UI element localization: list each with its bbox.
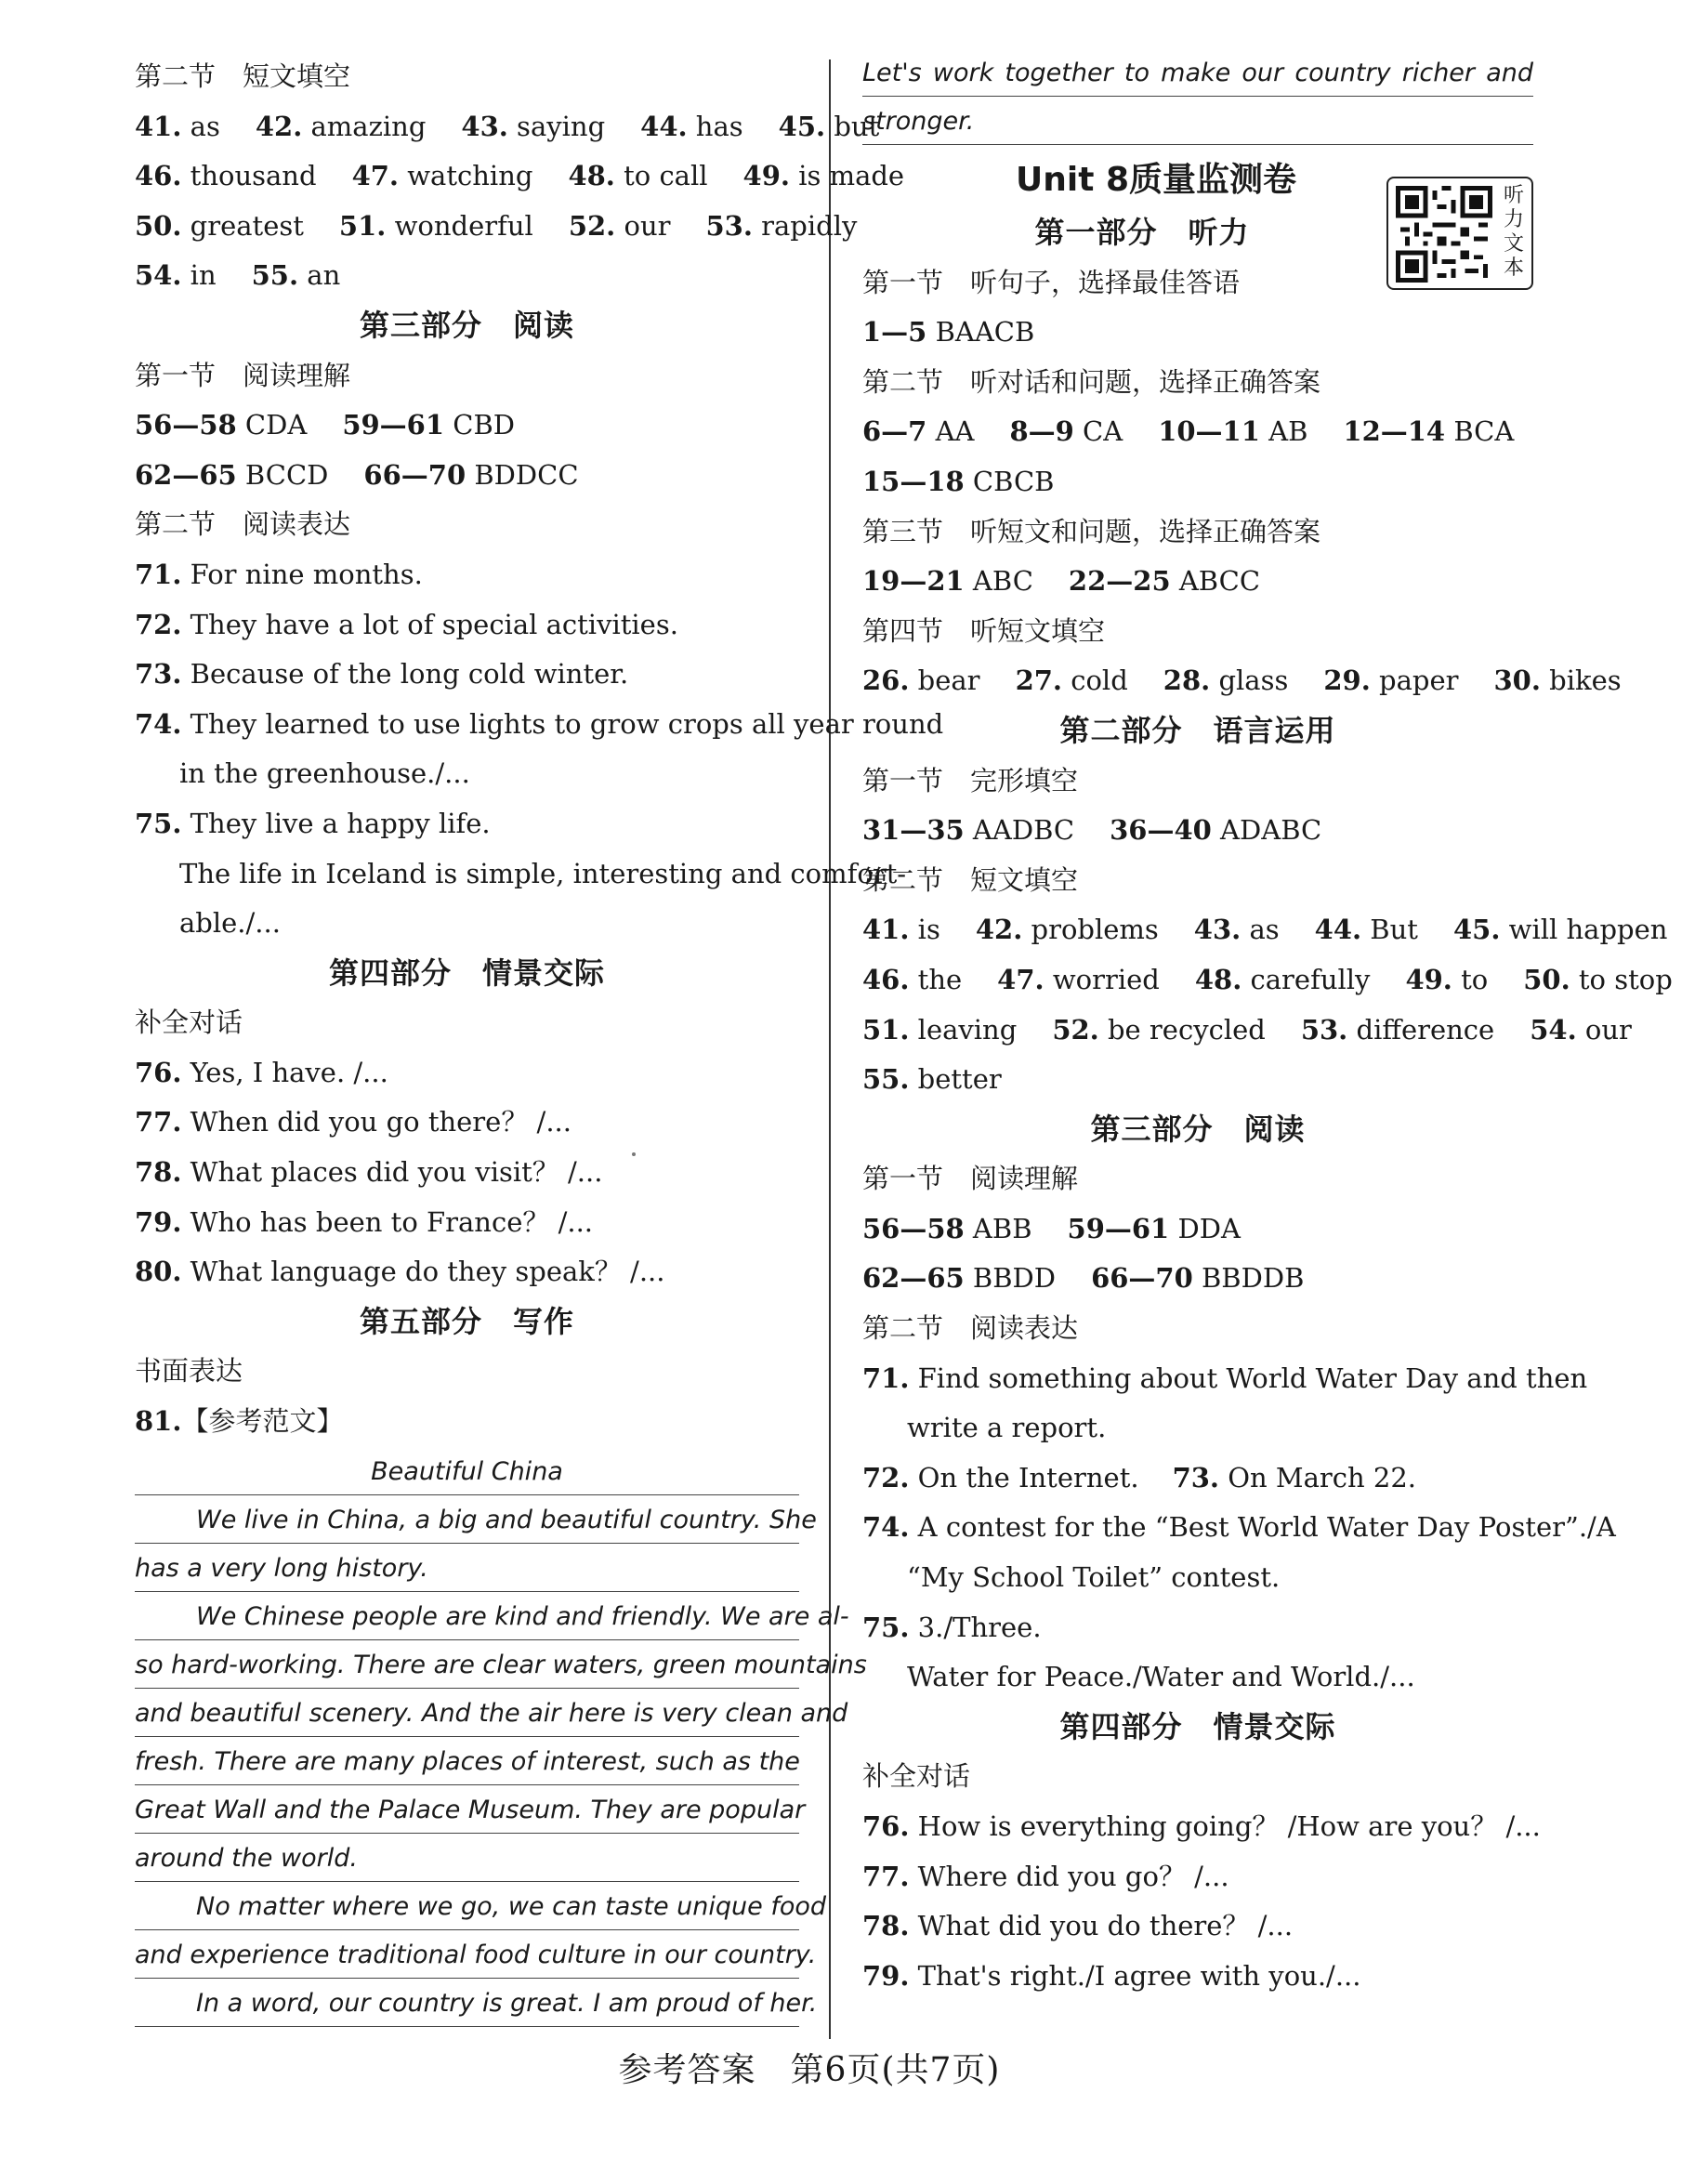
question-number: 42. <box>255 110 303 142</box>
answer-72: 72. They have a lot of special activities. <box>135 608 678 640</box>
essay-line: In a word, our country is great. I am proud of her. <box>135 1979 799 2027</box>
question-number: 46. <box>135 160 182 192</box>
answer-75: 75. They live a happy life. <box>135 807 491 839</box>
answer-71: 71. For nine months. <box>135 558 423 590</box>
question-number: 47. <box>997 963 1045 995</box>
question-number: 41. <box>135 110 182 142</box>
question-number: 51. <box>338 209 387 242</box>
answer-pair <box>1493 664 1621 696</box>
answer-text: rapidly <box>752 209 858 242</box>
answer-text: AB <box>1259 415 1308 448</box>
answer-row <box>862 407 1533 457</box>
unit-title: Unit 8质量监测卷 <box>1016 161 1296 199</box>
answer-row <box>862 1006 1632 1056</box>
answer-pair <box>363 459 578 491</box>
dialog-answer <box>135 1048 799 1099</box>
question-number: 48. <box>1194 963 1242 995</box>
question-number: 53. <box>1300 1013 1348 1046</box>
essay-line: stronger. <box>862 97 1533 145</box>
answer-pair <box>1068 1213 1241 1244</box>
section-heading: 第一节 完形填空 <box>862 764 1079 796</box>
answer-74: 74. They learned to use lights to grow crops all year round <box>135 707 944 740</box>
answer-text: CA <box>1073 415 1123 448</box>
question-number: 44. <box>1314 914 1362 946</box>
part-heading: 第三部分 阅读 <box>359 307 574 343</box>
answer-text: Who has been to France？ /... <box>181 1205 594 1238</box>
question-number: 50. <box>1523 963 1570 995</box>
answer-text: to stop <box>1570 963 1673 995</box>
answer-pair <box>1110 814 1321 846</box>
question-number: 77. <box>135 1106 182 1138</box>
question-number: 8—9 <box>1009 415 1074 448</box>
answer-row <box>135 202 858 252</box>
dialog-answers <box>135 1048 799 1297</box>
question-number: 54. <box>135 259 182 292</box>
answer-pair <box>256 111 427 142</box>
answer-row <box>862 806 1533 856</box>
answer-pair <box>135 111 220 142</box>
question-number: 80. <box>135 1256 182 1288</box>
answer-row <box>862 557 1533 607</box>
question-number: 59—61 <box>1067 1212 1170 1244</box>
answer-pair <box>1523 964 1673 995</box>
question-number: 76. <box>862 1810 910 1842</box>
answer-text: CBCB <box>964 465 1055 497</box>
answer-74: 74. A contest for the “Best World Water Day Poster”./A <box>862 1511 1616 1544</box>
answer-pair <box>976 914 1159 945</box>
answer-row <box>135 251 799 301</box>
answer-text: BBDD <box>964 1262 1057 1295</box>
essay-line: No matter where we go, we can taste unique food <box>135 1882 799 1930</box>
answer-row <box>862 1254 1533 1304</box>
qr-panel[interactable] <box>1386 177 1533 290</box>
answer-75: 75. 3./Three. <box>862 1611 1042 1643</box>
answer-text: our <box>1576 1013 1632 1046</box>
answer-text: has <box>687 110 743 142</box>
question-number: 55. <box>251 259 299 292</box>
answer-text: worried <box>1044 963 1160 995</box>
answer-pair <box>135 160 317 191</box>
essay-line: has a very long history. <box>135 1544 799 1592</box>
answer-pair <box>461 111 605 142</box>
essay-body <box>135 1495 867 2027</box>
answer-pair <box>1195 964 1371 995</box>
essay-line: so hard-working. There are clear waters, green mountains <box>135 1640 799 1689</box>
question-number: 47. <box>351 160 400 192</box>
answer-text: problems <box>1022 914 1159 946</box>
answer-pair <box>862 1014 1017 1046</box>
section-heading: 第二节 阅读表达 <box>135 508 351 541</box>
part-heading: 第四部分 情景交际 <box>328 954 605 991</box>
answer-81-label: 81.【参考范文】 <box>135 1405 344 1438</box>
answer-74-cont: in the greenhouse./... <box>179 757 470 790</box>
question-number: 19—21 <box>862 565 965 598</box>
question-number: 15—18 <box>862 465 965 497</box>
answer-row <box>862 656 1622 706</box>
answer-text: ABC <box>964 565 1033 598</box>
answer-pair <box>342 409 515 441</box>
answer-row <box>862 1055 1533 1105</box>
answer-pair <box>862 565 1033 597</box>
answer-pair <box>862 415 974 447</box>
dialog-answer <box>135 1247 799 1297</box>
part-heading: 第一部分 听力 <box>1034 215 1250 250</box>
section-heading: 第一节 听句子，选择最佳答语 <box>862 266 1241 298</box>
answer-text: thousand <box>181 160 317 192</box>
section-heading: 第二节 听对话和问题，选择正确答案 <box>862 365 1321 398</box>
question-number: 41. <box>862 914 910 946</box>
question-number: 45. <box>778 110 826 142</box>
answer-text: Yes, I have. /... <box>181 1056 388 1088</box>
answer-pair <box>862 1063 1002 1095</box>
answer-pair <box>1091 1262 1304 1294</box>
answer-text: is <box>909 914 940 946</box>
question-number: 49. <box>742 160 790 192</box>
answer-pair <box>1069 565 1260 597</box>
answer-pair <box>1163 664 1289 696</box>
question-number: 79. <box>135 1205 182 1238</box>
section-heading: 第一节 阅读理解 <box>862 1163 1079 1195</box>
answer-pair <box>705 210 857 242</box>
part-heading: 第三部分 阅读 <box>1090 1111 1306 1147</box>
question-number: 26. <box>862 664 910 697</box>
section-heading: 书面表达 <box>135 1355 243 1388</box>
answer-pair <box>135 409 307 441</box>
essay-line: around the world. <box>135 1834 799 1882</box>
answer-text: is made <box>789 160 905 192</box>
essay-line: We Chinese people are kind and friendly. We are al- <box>135 1592 799 1640</box>
question-number: 22—25 <box>1068 565 1171 598</box>
answer-text: CDA <box>236 409 308 441</box>
section-heading: 第二节 阅读表达 <box>862 1312 1079 1345</box>
answer-pair <box>135 210 304 242</box>
answer-75-alt-cont: able./... <box>179 907 281 940</box>
essay-line: Let's work together to make our country richer and <box>862 48 1533 97</box>
answer-pair <box>1052 1014 1266 1046</box>
answer-text: BAACB <box>926 316 1035 349</box>
question-number: 77. <box>862 1860 910 1892</box>
answer-text: What places did you visit？ /... <box>181 1156 603 1189</box>
essay-title: Beautiful China <box>135 1447 799 1495</box>
question-number: 36—40 <box>1110 814 1212 847</box>
essay-line: Great Wall and the Palace Museum. They are popular <box>135 1785 799 1834</box>
question-number: 78. <box>135 1156 182 1189</box>
answer-text: as <box>181 110 220 142</box>
answer-text: the <box>909 963 963 995</box>
answer-text: amazing <box>302 110 427 142</box>
answer-text: but <box>825 110 880 142</box>
answer-pair <box>1405 964 1488 995</box>
answer-text: That's right./I agree with you./... <box>909 1959 1361 1992</box>
dialog-answer <box>135 1098 799 1148</box>
answer-pair <box>135 459 328 491</box>
question-number: 66—70 <box>1091 1262 1193 1295</box>
answer-text: bear <box>909 664 980 697</box>
answer-row <box>135 451 799 501</box>
answer-pair <box>1194 914 1280 945</box>
answer-pair <box>1301 1014 1494 1046</box>
answer-text: DDA <box>1169 1212 1241 1244</box>
answer-pair <box>135 259 217 291</box>
answer-text: ABCC <box>1170 565 1261 598</box>
answer-pair <box>862 914 940 945</box>
answer-pair <box>640 111 743 142</box>
dialog-answer <box>862 1852 1533 1902</box>
answer-pair <box>862 664 980 696</box>
answer-73: 73. Because of the long cold winter. <box>135 658 629 691</box>
answer-text: our <box>615 209 671 242</box>
section-heading: 第一节 阅读理解 <box>135 359 351 391</box>
question-number: 56—58 <box>862 1212 965 1244</box>
reading-answers <box>135 401 799 500</box>
answer-pair <box>997 964 1160 995</box>
page-footer: 参考答案 第6页(共7页) <box>618 2051 1001 2089</box>
answer-text: saying <box>507 110 606 142</box>
question-number: 66—70 <box>363 458 466 491</box>
question-number: 43. <box>461 110 508 142</box>
answer-text: When did you go there？ /... <box>181 1106 572 1138</box>
question-number: 31—35 <box>862 814 965 847</box>
answer-text: to call <box>614 160 708 192</box>
answer-row <box>135 102 880 152</box>
answer-text: greatest <box>181 209 304 242</box>
essay-line: and experience traditional food culture in our country. <box>135 1930 799 1979</box>
answer-pair <box>1009 415 1123 447</box>
answer-pair <box>352 160 533 191</box>
answer-text: will happen <box>1500 914 1668 946</box>
answer-71-cont: write a report. <box>907 1412 1107 1444</box>
answer-text: leaving <box>909 1013 1018 1046</box>
answer-71: 71. Find something about World Water Day and then <box>862 1362 1588 1394</box>
section-heading: 补全对话 <box>135 1007 243 1039</box>
answer-text: as <box>1241 914 1280 946</box>
answer-text: How is everything going？ /How are you？ /... <box>909 1810 1541 1842</box>
question-number: 1—5 <box>862 316 927 349</box>
answer-text: watching <box>399 160 533 192</box>
answer-75-alt: The life in Iceland is simple, interesting and comfort- <box>179 857 907 889</box>
section-heading: 第三节 听短文和问题，选择正确答案 <box>862 515 1321 547</box>
question-number: 48. <box>568 160 615 192</box>
right-column <box>862 0 1673 2013</box>
dialog-answer <box>862 1952 1533 2002</box>
answer-text: bikes <box>1540 664 1622 697</box>
question-number: 44. <box>640 110 688 142</box>
answer-text: ADABC <box>1211 814 1322 847</box>
section-heading: 第二节 短文填空 <box>135 60 351 92</box>
answer-text: BCA <box>1445 415 1515 448</box>
question-number: 78. <box>862 1910 910 1942</box>
answer-text: But <box>1361 914 1418 946</box>
answer-text: BCCD <box>236 458 329 491</box>
question-number: 54. <box>1530 1013 1577 1046</box>
question-number: 27. <box>1015 664 1063 697</box>
answer-row <box>862 905 1668 955</box>
answer-text: AADBC <box>964 814 1075 847</box>
answer-text: CBD <box>444 409 516 441</box>
answer-row <box>862 457 1533 507</box>
cloze-answers <box>135 102 905 301</box>
question-number: 29. <box>1323 664 1371 697</box>
dialog-answer <box>862 1802 1541 1852</box>
answer-pair <box>1453 914 1667 945</box>
answer-pair <box>862 814 1074 846</box>
dialog-answers <box>862 1802 1541 2001</box>
question-number: 56—58 <box>135 409 237 441</box>
qr-code-icon <box>1396 186 1492 283</box>
question-number: 52. <box>568 209 616 242</box>
answer-text: What did you do there？ /... <box>909 1910 1294 1942</box>
dialog-answer <box>135 1148 799 1198</box>
question-number: 46. <box>862 963 910 995</box>
question-number: 12—14 <box>1343 415 1446 448</box>
question-number: 59—61 <box>342 409 445 441</box>
answer-pair <box>568 160 707 191</box>
answer-row <box>862 308 1533 358</box>
answer-pair <box>1530 1014 1632 1046</box>
essay-line: and beautiful scenery. And the air here is very clean and <box>135 1689 799 1737</box>
question-number: 62—65 <box>135 458 237 491</box>
answer-pair <box>1323 664 1458 696</box>
answer-text: difference <box>1347 1013 1495 1046</box>
part-heading: 第二部分 语言运用 <box>1059 712 1336 748</box>
section-heading: 第二节 短文填空 <box>862 863 1079 896</box>
question-number: 45. <box>1452 914 1501 946</box>
question-number: 42. <box>975 914 1023 946</box>
answer-pair <box>1343 415 1514 447</box>
dialog-answer <box>862 1901 1533 1952</box>
answer-pair <box>1315 914 1418 945</box>
answer-text: to <box>1452 963 1489 995</box>
question-number: 76. <box>135 1056 182 1088</box>
answer-text: glass <box>1210 664 1289 697</box>
answer-pair <box>1158 415 1307 447</box>
answer-pair <box>862 466 1054 497</box>
answer-text: BDDCC <box>466 458 579 491</box>
answer-74-cont: “My School Toilet” contest. <box>907 1561 1281 1594</box>
answer-pair <box>862 1262 1056 1294</box>
answer-text: wonderful <box>386 209 533 242</box>
question-number: 79. <box>862 1959 910 1992</box>
question-number: 10—11 <box>1158 415 1260 448</box>
question-number: 49. <box>1405 963 1452 995</box>
section-heading: 第四节 听短文填空 <box>862 614 1106 647</box>
answer-pair <box>339 210 533 242</box>
answer-row <box>862 1204 1533 1255</box>
part-heading: 第四部分 情景交际 <box>1059 1708 1336 1744</box>
answer-row <box>862 955 1673 1006</box>
answer-text: better <box>909 1063 1002 1096</box>
answer-row <box>135 401 799 451</box>
answer-text: paper <box>1370 664 1459 697</box>
answer-pair <box>862 316 1034 348</box>
answer-text: AA <box>926 415 975 448</box>
question-number: 43. <box>1193 914 1242 946</box>
column-divider <box>829 59 831 2039</box>
section-heading: 补全对话 <box>862 1760 971 1793</box>
question-number: 28. <box>1163 664 1211 697</box>
answer-72-73: 72. On the Internet. 73. On March 22. <box>862 1461 1417 1493</box>
answer-text: cold <box>1062 664 1128 697</box>
part-heading: 第五部分 写作 <box>359 1303 574 1339</box>
answer-text: Where did you go？ /... <box>909 1860 1229 1892</box>
essay-line: We live in China, a big and beautiful country. She <box>135 1495 799 1544</box>
answer-text: in <box>181 259 217 292</box>
answer-pair <box>1016 664 1128 696</box>
answer-pair <box>252 259 341 291</box>
dialog-answer <box>135 1198 799 1248</box>
answer-text: What language do they speak？ /... <box>181 1256 665 1288</box>
question-number: 51. <box>862 1013 910 1046</box>
answer-text: ABB <box>964 1212 1032 1244</box>
answer-text: carefully <box>1242 963 1371 995</box>
question-number: 30. <box>1493 664 1541 697</box>
answer-text: an <box>298 259 341 292</box>
essay-line: fresh. There are many places of interest, such as the <box>135 1737 799 1785</box>
question-number: 6—7 <box>862 415 927 448</box>
question-number: 62—65 <box>862 1262 965 1295</box>
answer-75-alt: Water for Peace./Water and World./... <box>907 1661 1415 1693</box>
answer-row <box>135 151 905 202</box>
answer-text: be recycled <box>1098 1013 1266 1046</box>
answer-text: BBDDB <box>1192 1262 1305 1295</box>
qr-label: 听力文本 <box>1503 184 1524 280</box>
question-number: 55. <box>862 1063 910 1096</box>
question-number: 53. <box>705 209 753 242</box>
answer-pair <box>862 964 962 995</box>
question-number: 50. <box>135 209 182 242</box>
answer-pair <box>569 210 671 242</box>
answer-pair <box>862 1213 1032 1244</box>
question-number: 52. <box>1052 1013 1099 1046</box>
